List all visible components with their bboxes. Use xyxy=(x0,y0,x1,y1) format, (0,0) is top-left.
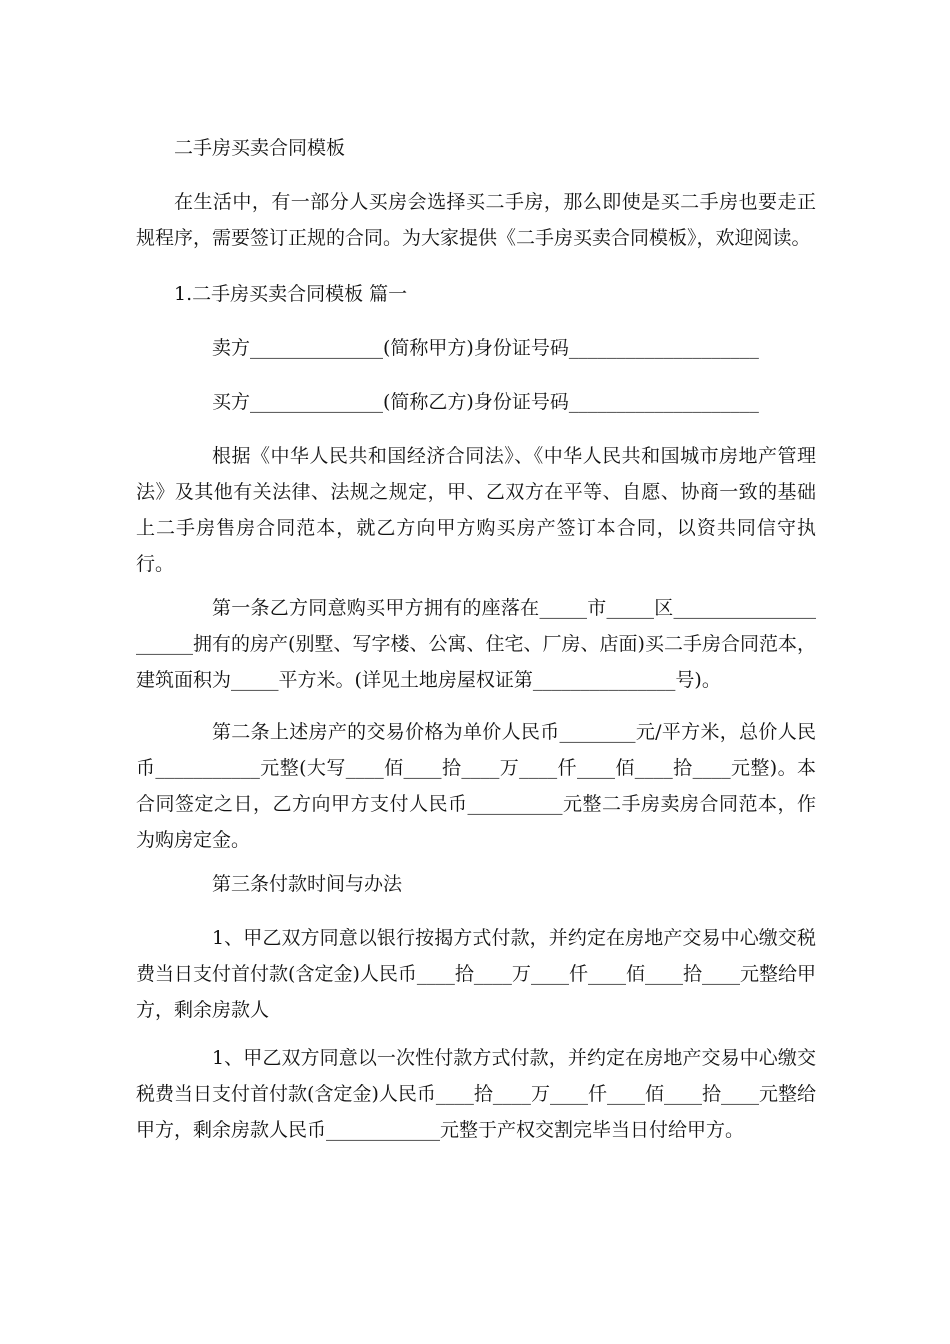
article-two-paragraph: 第二条上述房产的交易价格为单价人民币________元/平方米，总价人民币___________元整(大写____佰____拾____万____仟____佰____拾____元整)。本合同签定之日，乙方向甲方支付人民币__________元整二手房卖房合同范本，作为购房定金。 xyxy=(136,721,816,851)
seller-line: 卖方______________(简称甲方)身份证号码____________________ xyxy=(212,337,759,359)
payment-clause-lump-sum: 1、甲乙双方同意以一次性付款方式付款，并约定在房地产交易中心缴交税费当日支付首付款(含定金)人民币____拾____万____仟____佰____拾____元整给甲方，剩余房款人民币____________元整于产权交割完毕当日付给甲方。 xyxy=(136,1047,816,1141)
document-title: 二手房买卖合同模板 xyxy=(174,137,346,159)
article-three-title: 第三条付款时间与办法 xyxy=(212,873,403,895)
basis-paragraph: 根据《中华人民共和国经济合同法》、《中华人民共和国城市房地产管理法》及其他有关法律、法规之规定，甲、乙双方在平等、自愿、协商一致的基础上二手房售房合同范本，就乙方向甲方购买房产签订本合同，以资共同信守执行。 xyxy=(136,445,816,575)
buyer-line: 买方______________(简称乙方)身份证号码____________________ xyxy=(212,391,759,413)
article-one-paragraph: 第一条乙方同意购买甲方拥有的座落在_____市_____区_____________________拥有的房产(别墅、写字楼、公寓、住宅、厂房、店面)买二手房合同范本，建筑面积为_____平方米。(详见土地房屋权证第_______________号)。 xyxy=(136,597,816,691)
section-heading: 1.二手房买卖合同模板 篇一 xyxy=(174,283,408,305)
intro-paragraph: 在生活中，有一部分人买房会选择买二手房，那么即使是买二手房也要走正规程序，需要签订正规的合同。为大家提供《二手房买卖合同模板》，欢迎阅读。 xyxy=(136,191,816,249)
payment-clause-mortgage: 1、甲乙双方同意以银行按揭方式付款，并约定在房地产交易中心缴交税费当日支付首付款(含定金)人民币____拾____万____仟____佰____拾____元整给甲方，剩余房款人 xyxy=(136,927,816,1021)
